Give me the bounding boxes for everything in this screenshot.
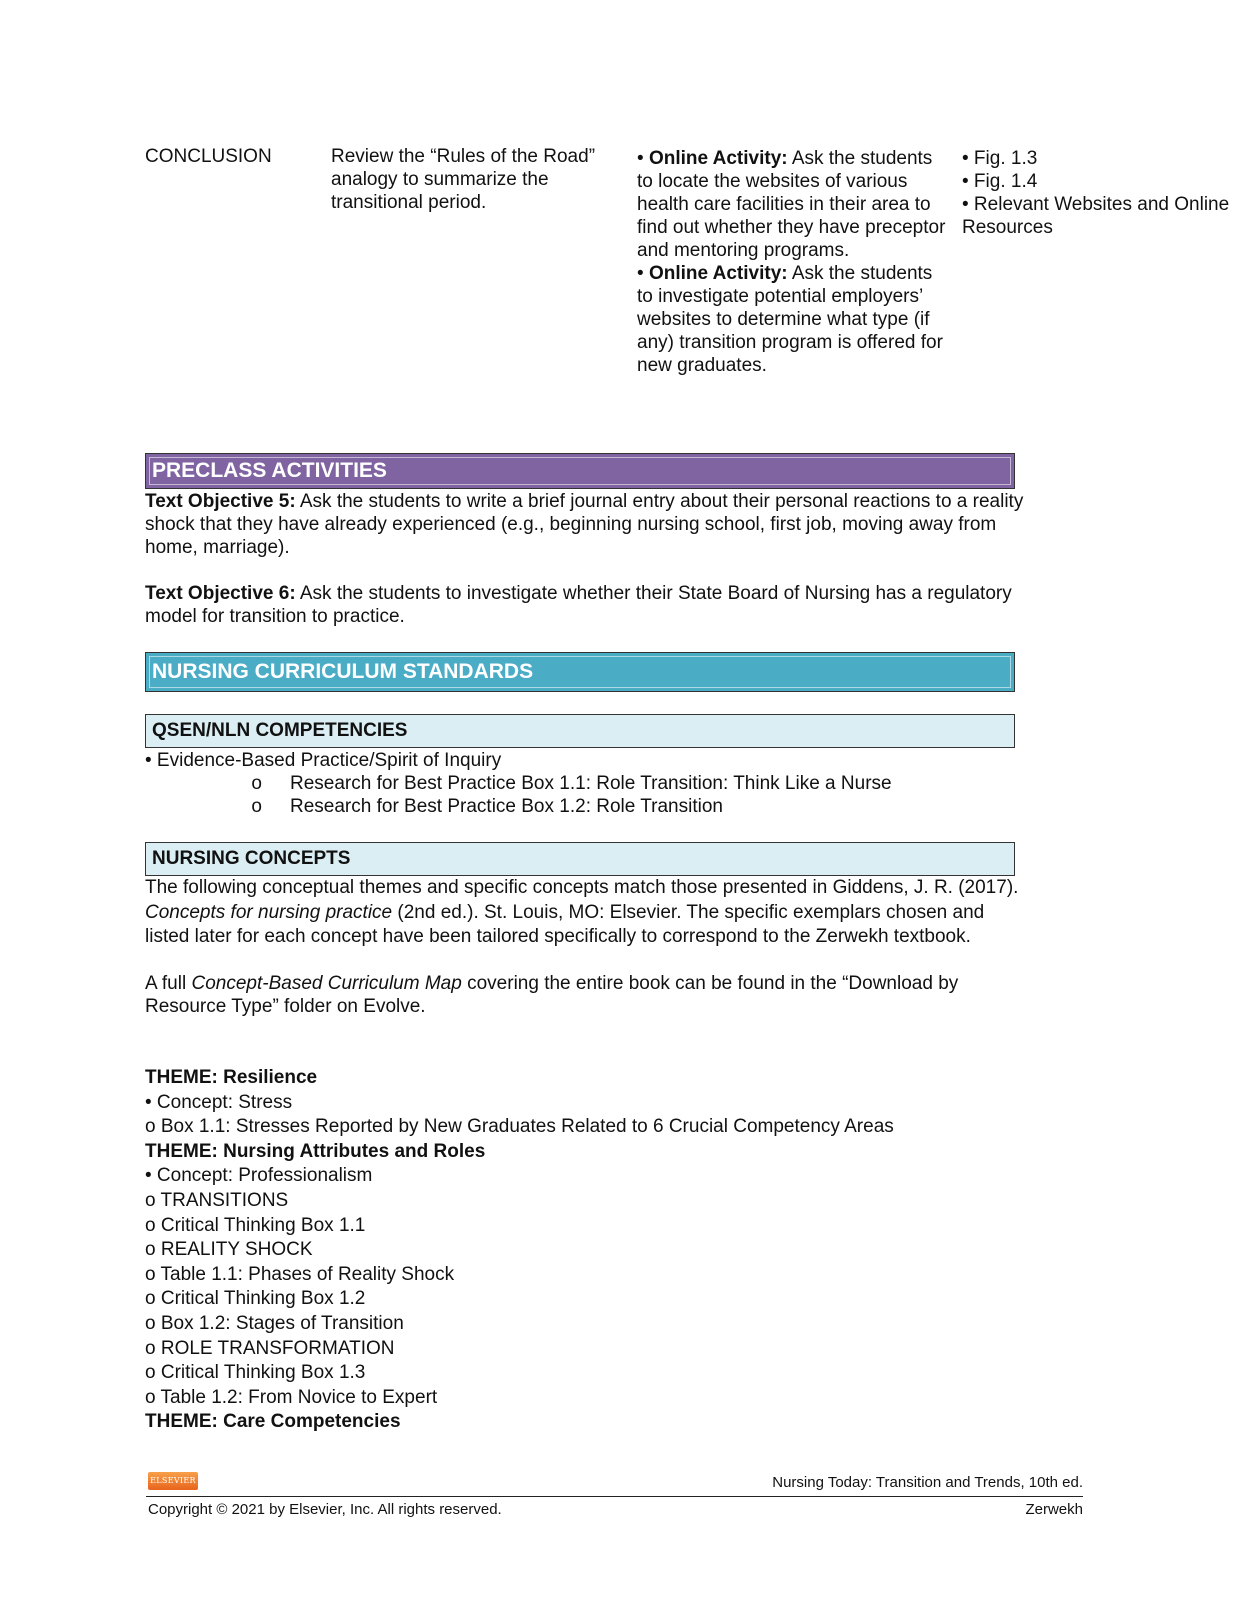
preclass-activities-heading: PRECLASS ACTIVITIES	[145, 453, 1015, 489]
exemplar-item: o REALITY SHOCK	[145, 1239, 313, 1261]
resource-item: • Fig. 1.3	[962, 148, 1038, 169]
concepts-paragraph: The following conceptual themes and specific concepts match those presented in Giddens, J. R. (2017). Concepts for nursing practice (2nd ed.). St. Louis, MO: Elsevier. The specific exemplars chosen and listed later for each concept have been tailored specifically to correspond to the Zerwekh textbook.	[145, 877, 1019, 947]
conclusion-label: CONCLUSION	[145, 146, 272, 167]
qsen-body	[145, 749, 1025, 818]
concepts-paragraph: A full Concept-Based Curriculum Map covering the entire book can be found in the “Download by Resource Type” folder on Evolve.	[145, 972, 959, 1017]
qsen-subitem: o Research for Best Practice Box 1.1: Role Transition: Think Like a Nurse	[251, 773, 892, 794]
exemplar-item: o Critical Thinking Box 1.3	[145, 1362, 366, 1384]
footer-book-title: Nursing Today: Transition and Trends, 10th ed.	[772, 1474, 1083, 1491]
activity-item: • Online Activity: Ask the students to locate the websites of various health care facilities in their area to find out whether they have preceptor and mentoring programs.	[637, 148, 946, 261]
exemplar-item: o Table 1.2: From Novice to Expert	[145, 1386, 438, 1408]
footer-copyright: Copyright © 2021 by Elsevier, Inc. All rights reserved.	[148, 1501, 502, 1518]
qsen-competencies-heading: QSEN/NLN COMPETENCIES	[145, 714, 1015, 748]
activity-item: • Online Activity: Ask the students to investigate potential employers’ websites to determine what type (if any) transition program is offered for new graduates.	[637, 263, 943, 376]
preclass-body	[145, 490, 1025, 628]
exemplar-item: o Box 1.1: Stresses Reported by New Graduates Related to 6 Crucial Competency Areas	[145, 1116, 894, 1138]
text-objective-5: Text Objective 5: Ask the students to write a brief journal entry about their personal reactions to a reality shock that they have already experienced (e.g., beginning nursing school, first job, moving away from home, marriage).	[145, 491, 1024, 558]
qsen-item: • Evidence-Based Practice/Spirit of Inquiry	[145, 750, 502, 771]
footer-author: Zerwekh	[1025, 1501, 1083, 1518]
conclusion-summary: Review the “Rules of the Road” analogy to summarize the transitional period.	[331, 146, 596, 213]
conclusion-resources	[962, 147, 1232, 239]
exemplar-item: o Table 1.1: Phases of Reality Shock	[145, 1263, 455, 1285]
resource-item: • Relevant Websites and Online Resources	[962, 194, 1230, 238]
concept-item: • Concept: Stress	[145, 1091, 293, 1113]
exemplar-item: o Box 1.2: Stages of Transition	[145, 1312, 404, 1334]
resource-item: • Fig. 1.4	[962, 171, 1038, 192]
nursing-concepts-body	[145, 876, 1025, 1018]
exemplar-item: o Critical Thinking Box 1.1	[145, 1214, 366, 1236]
themes-list	[145, 1066, 1045, 1435]
nursing-curriculum-standards-heading: NURSING CURRICULUM STANDARDS	[145, 652, 1015, 692]
text-objective-6: Text Objective 6: Ask the students to investigate whether their State Board of Nursing has a regulatory model for transition to practice.	[145, 583, 1012, 627]
exemplar-item: o ROLE TRANSFORMATION	[145, 1337, 395, 1359]
elsevier-logo: ELSEVIER	[148, 1472, 198, 1490]
concept-item: • Concept: Professionalism	[145, 1165, 373, 1187]
qsen-subitem: o Research for Best Practice Box 1.2: Role Transition	[251, 796, 723, 817]
exemplar-item: o Critical Thinking Box 1.2	[145, 1288, 366, 1310]
footer-divider	[146, 1496, 1083, 1497]
theme-heading: THEME: Care Competencies	[145, 1411, 401, 1433]
theme-heading: THEME: Resilience	[145, 1067, 318, 1088]
theme-heading: THEME: Nursing Attributes and Roles	[145, 1140, 486, 1162]
conclusion-activities	[637, 147, 947, 377]
exemplar-item: o TRANSITIONS	[145, 1189, 289, 1211]
nursing-concepts-heading: NURSING CONCEPTS	[145, 842, 1015, 876]
